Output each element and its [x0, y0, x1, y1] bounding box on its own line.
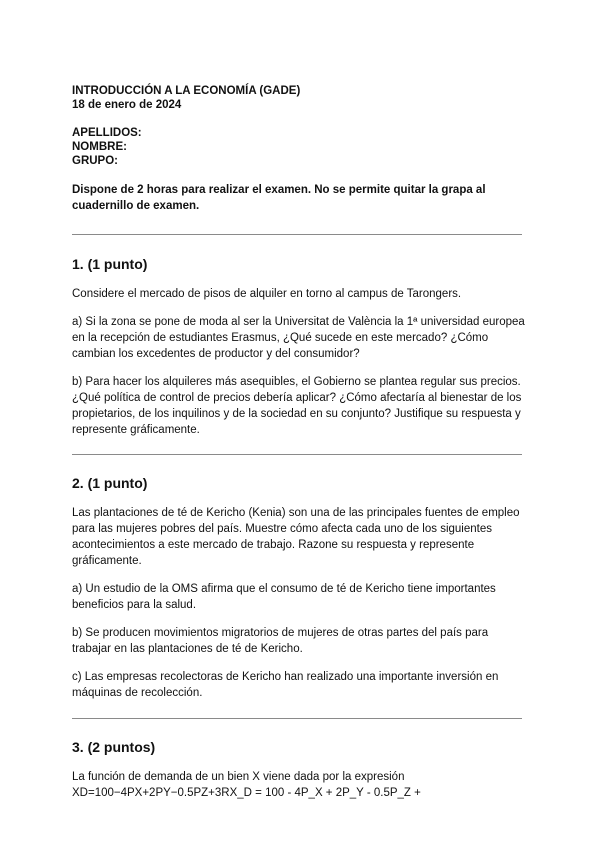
- exam-date: 18 de enero de 2024: [72, 99, 182, 111]
- spacer: [72, 112, 528, 126]
- exam-instructions: Dispone de 2 horas para realizar el examen. No se permite quitar la grapa al cuadernillo de examen.: [72, 184, 486, 212]
- question-3-intro: La función de demanda de un bien X viene dada por la expresión: [72, 771, 405, 783]
- question-2-intro: Las plantaciones de té de Kericho (Kenia) son una de las principales fuentes de empleo para las mujeres pobres del país. Muestre cómo afecta cada uno de los siguientes acontecimientos a este mercado de trabajo. Razone su respuesta y represente gráficamente.: [72, 507, 520, 567]
- nombre-label: NOMBRE:: [72, 141, 127, 153]
- question-1-intro: Considere el mercado de pisos de alquiler en torno al campus de Tarongers.: [72, 288, 462, 300]
- demand-function-formula: XD=100−4PX+2PY−0.5PZ+3RX_D = 100 - 4P_X + 2P_Y - 0.5P_Z +: [72, 787, 421, 799]
- spacer: [72, 168, 528, 182]
- section-divider: [72, 718, 522, 719]
- question-3-title: 3. (2 puntos): [72, 739, 156, 755]
- question-2-part-b: b) Se producen movimientos migratorios de mujeres de otras partes del país para trabajar en las plantaciones de té de Kericho.: [72, 627, 489, 655]
- question-1-part-a: a) Si la zona se pone de moda al ser la Universitat de València la 1ª universidad europea en la recepción de estudiantes Erasmus, ¿Qué sucede en este mercado? ¿Cómo cambian los excedentes de productor y del consumidor?: [72, 316, 525, 360]
- grupo-label: GRUPO:: [72, 155, 118, 167]
- question-2-part-c: c) Las empresas recolectoras de Kericho han realizado una importante inversión en máquinas de recolección.: [72, 671, 499, 699]
- course-title: INTRODUCCIÓN A LA ECONOMÍA (GADE): [72, 85, 301, 97]
- exam-page: [72, 84, 528, 801]
- question-2-title: 2. (1 punto): [72, 475, 148, 491]
- section-divider: [72, 454, 522, 455]
- apellidos-label: APELLIDOS:: [72, 127, 142, 139]
- question-1-part-b: b) Para hacer los alquileres más asequibles, el Gobierno se plantea regular sus precios. ¿Qué política de control de precios debería aplicar? ¿Cómo afectaría al bienestar de los propietarios, de los inquilinos y de la sociedad en su conjunto? Justifique su respuesta y represente gráficamente.: [72, 376, 522, 436]
- question-1-title: 1. (1 punto): [72, 256, 148, 272]
- question-2-part-a: a) Un estudio de la OMS afirma que el consumo de té de Kericho tiene importantes beneficios para la salud.: [72, 583, 496, 611]
- section-divider: [72, 234, 522, 235]
